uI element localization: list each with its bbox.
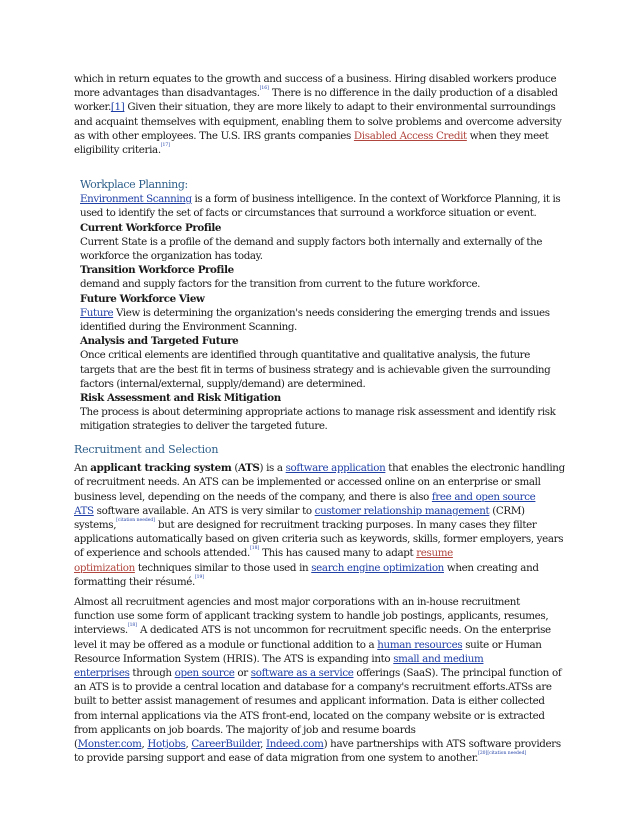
future-workforce-heading: Future Workforce View [80, 292, 205, 305]
an-line-1: Once critical elements are identified through quantitative and qualitative analysis, the future [80, 349, 530, 362]
ats-line-6: applications automatically based on given criteria such as keywords, skills, former employers, years [74, 533, 564, 546]
ats-line-4: ATS software available. An ATS is very similar to customer relationship management (CRM) [74, 504, 525, 517]
future-link[interactable]: Future [80, 306, 114, 319]
ats-line-3: business level, depending on the needs of the company, and there is also free and open source [74, 490, 536, 503]
ats-line-9: formatting their résumé.[19] [74, 574, 205, 588]
crm-link[interactable]: customer relationship management [314, 504, 490, 517]
seo-link[interactable]: search engine optimization [311, 561, 444, 574]
citation[interactable]: [16] [259, 86, 269, 92]
workplace-planning-section [80, 178, 572, 434]
ref-link[interactable]: [1] [110, 101, 125, 114]
an-line-3: factors (internal/external, supply/demand) are determined. [80, 377, 366, 390]
ri-line-1: The process is about determining appropriate actions to manage risk assessment and identify risk [80, 406, 556, 419]
risk-heading: Risk Assessment and Risk Mitigation [80, 392, 281, 405]
agencies-line-7: an ATS is to provide a central location and database for a company's recruitment efforts.ATSs are [74, 681, 552, 694]
citation[interactable]: [18] [127, 623, 138, 629]
ats-line-7: of experience and schools attended.[18] This has caused many to adapt resume [74, 546, 453, 560]
saas-link[interactable]: software as a service [250, 667, 354, 680]
intro-paragraph [74, 72, 572, 157]
recruitment-heading: Recruitment and Selection [74, 443, 219, 456]
environment-scanning-link[interactable]: Environment Scanning [80, 193, 192, 206]
small-medium-link[interactable]: small and medium [393, 652, 484, 665]
agencies-line-8: built to better assist management of resumes and applicant information. Data is either collected [74, 695, 545, 708]
human-resources-link[interactable]: human resources [377, 638, 463, 651]
resume-link[interactable]: resume [416, 547, 453, 560]
agencies-line-12: to provide parsing support and ease of data migration from one system to another.[20][citation needed] [74, 751, 527, 765]
intro-line-5: as with other employees. The U.S. IRS grants companies Disabled Access Credit when they meet [74, 129, 549, 142]
citation[interactable]: [19] [194, 574, 205, 580]
intro-line-3: worker.[1] Given their situation, they are more likely to adapt to their environmental surroundings [74, 101, 556, 114]
ats-line-5: systems,[citation needed] but are designed for recruitment tracking purposes. In many cases they filter [74, 518, 537, 532]
citation[interactable]: [20] [478, 751, 488, 757]
optimization-link[interactable]: optimization [74, 561, 135, 574]
intro-line-4: and acquaint themselves with equipment, enabling them to solve problems and overcome adversity [74, 115, 562, 128]
fu-line-1: Future View is determining the organization's needs considering the emerging trends and issues [80, 306, 550, 319]
monster-link[interactable]: Monster.com [77, 738, 142, 751]
fu-line-2: identified during the Environment Scanning. [80, 321, 297, 334]
agencies-line-11: (Monster.com, Hotjobs, CareerBuilder, Indeed.com) have partnerships with ATS software providers [74, 738, 561, 751]
transition-workforce-heading: Transition Workforce Profile [80, 264, 234, 277]
an-line-2: targets that are the best fit in terms of business strategy and is achievable given the surrounding [80, 363, 551, 376]
citation[interactable]: [17] [160, 143, 171, 149]
open-source-link[interactable]: open source [174, 667, 235, 680]
agencies-line-3: interviews.[18] A dedicated ATS is not uncommon for recruitment specific needs. On the enterprise [74, 623, 551, 637]
recruitment-section [74, 443, 572, 765]
agencies-line-2: function use some form of applicant tracking system to handle job postings, applicants, resumes, [74, 610, 549, 623]
enterprises-link[interactable]: enterprises [74, 667, 130, 680]
agencies-line-10: from applicants on job boards. The majority of job and resume boards [74, 723, 416, 736]
citation-needed[interactable]: [citation needed] [487, 751, 527, 757]
citation[interactable]: [18] [249, 546, 260, 552]
ats-line-1: An applicant tracking system (ATS) is a software application that enables the electronic handling [74, 462, 565, 475]
citation-needed[interactable]: [citation needed] [116, 518, 156, 524]
agencies-line-6: enterprises through open source or software as a service offerings (SaaS). The principal function of [74, 667, 562, 680]
careerbuilder-link[interactable]: CareerBuilder [191, 738, 261, 751]
hotjobs-link[interactable]: Hotjobs [147, 738, 186, 751]
current-workforce-heading: Current Workforce Profile [80, 221, 222, 234]
agencies-line-1: Almost all recruitment agencies and most major corporations with an in-house recruitment [74, 596, 520, 609]
intro-line-1: which in return equates to the growth and success of a business. Hiring disabled workers produce [74, 73, 557, 85]
workplace-planning-heading: Workplace Planning: [80, 178, 188, 191]
env-line-2: used to identify the set of facts or circumstances that surround a workforce situation or event. [80, 207, 537, 220]
agencies-line-9: from internal applications via the ATS front-end, located on the company website or is extracted [74, 709, 545, 722]
env-line-1: Environment Scanning is a form of business intelligence. In the context of Workforce Planning, it is [80, 193, 561, 206]
ats-link[interactable]: ATS [74, 504, 94, 517]
agencies-line-5: Resource Information System (HRIS). The ATS is expanding into small and medium [74, 652, 484, 665]
cur-line-2: workforce the organization has today. [80, 250, 263, 263]
ats-line-8: optimization techniques similar to those used in search engine optimization when creating and [74, 561, 539, 574]
intro-line-6: eligibility criteria.[17] [74, 143, 171, 157]
free-open-source-link[interactable]: free and open source [431, 490, 536, 503]
ats-line-2: of recruitment needs. An ATS can be implemented or accessed online on an enterprise or small [74, 476, 541, 489]
intro-line-2: more advantages than disadvantages.[16] There is no difference in the daily production of a disabled [74, 86, 558, 100]
indeed-link[interactable]: Indeed.com [266, 738, 324, 751]
disabled-access-credit-link[interactable]: Disabled Access Credit [353, 129, 467, 142]
tr-line: demand and supply factors for the transition from current to the future workforce. [80, 278, 481, 291]
ri-line-2: mitigation strategies to deliver the targeted future. [80, 420, 328, 433]
analysis-heading: Analysis and Targeted Future [80, 335, 239, 348]
cur-line-1: Current State is a profile of the demand and supply factors both internally and externally of the [80, 235, 543, 248]
software-application-link[interactable]: software application [285, 462, 386, 475]
agencies-line-4: level it may be offered as a module or functional addition to a human resources suite or Human [74, 638, 542, 651]
